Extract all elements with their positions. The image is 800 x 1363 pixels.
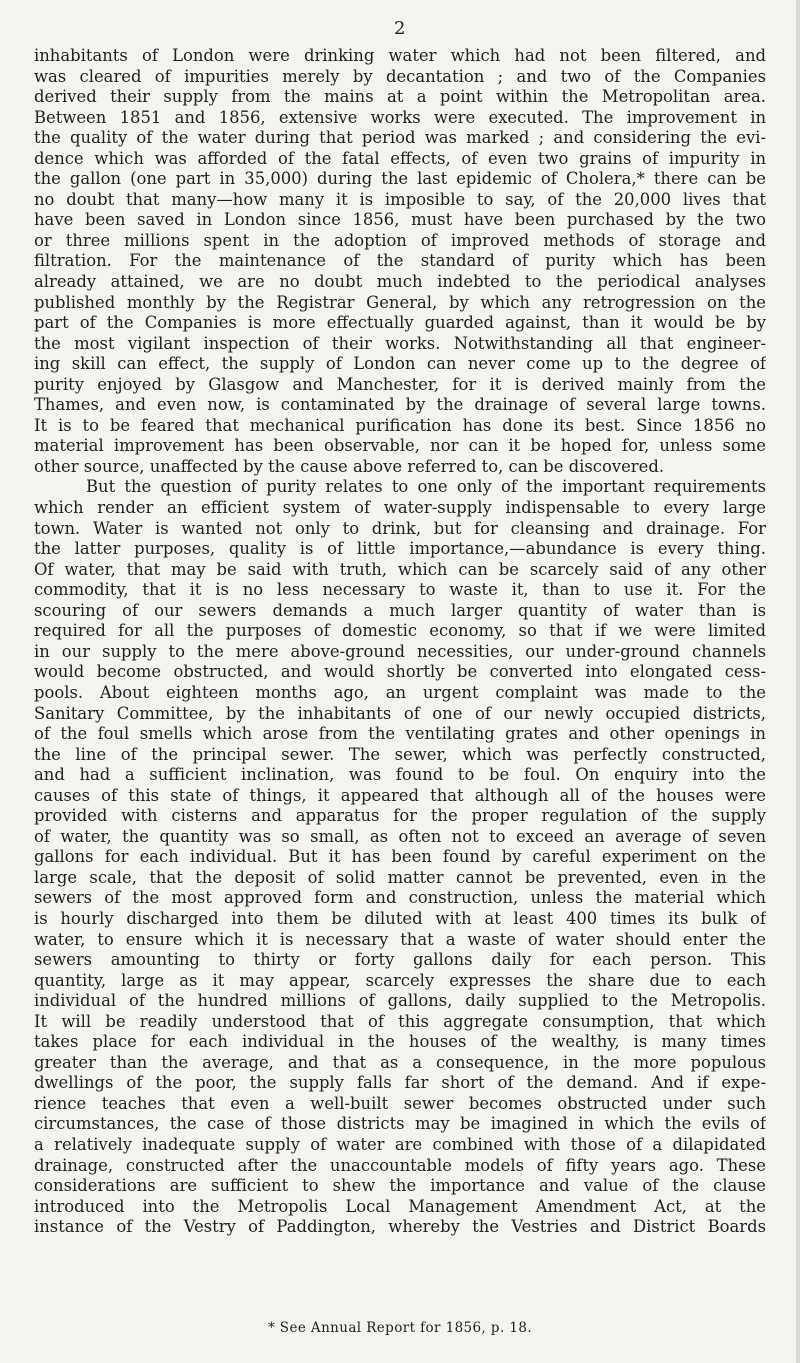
text-line: It will be readily understood that of this aggregate consumption, that which: [34, 1011, 766, 1031]
text-line: already attained, we are no doubt much indebted to the periodical analyses: [34, 272, 766, 292]
text-line: the quality of the water during that period was marked ; and considering the evi-: [34, 128, 766, 148]
text-line: have been saved in London since 1856, must have been purchased by the two: [34, 210, 766, 230]
text-line: sewers amounting to thirty or forty gallons daily for each person. This: [34, 950, 766, 970]
text-line: the most vigilant inspection of their works. Notwithstanding all that engineer-: [34, 333, 766, 353]
text-line: ing skill can effect, the supply of London can never come up to the degree of: [34, 354, 766, 374]
body-text: [34, 46, 766, 1238]
text-line: other source, unaffected by the cause above referred to, can be discovered.: [34, 456, 665, 476]
footnote: * See Annual Report for 1856, p. 18.: [267, 1320, 533, 1336]
text-line: which render an efficient system of water-supply indispensable to every large: [34, 498, 766, 518]
text-line: is hourly discharged into them be diluted with at least 400 times its bulk of: [34, 908, 766, 928]
text-line: dwellings of the poor, the supply falls far short of the demand. And if expe-: [34, 1073, 766, 1093]
text-line: greater than the average, and that as a consequence, in the more populous: [34, 1052, 766, 1072]
text-line: introduced into the Metropolis Local Management Amendment Act, at the: [34, 1196, 766, 1216]
text-line: It is to be feared that mechanical purification has done its best. Since 1856 no: [34, 415, 766, 435]
text-line: filtration. For the maintenance of the standard of purity which has been: [34, 251, 766, 271]
text-line: published monthly by the Registrar General, by which any retrogression on the: [34, 292, 766, 312]
text-line: required for all the purposes of domestic economy, so that if we were limited: [34, 621, 766, 641]
text-line: large scale, that the deposit of solid matter cannot be prevented, even in the: [34, 867, 766, 887]
text-line: would become obstructed, and would shortly be converted into elongated cess-: [34, 662, 766, 682]
text-line: causes of this state of things, it appeared that although all of the houses were: [34, 785, 766, 805]
text-line: or three millions spent in the adoption of improved methods of storage and: [34, 230, 766, 250]
text-line: in our supply to the mere above-ground necessities, our under-ground channels: [34, 641, 766, 661]
text-line: town. Water is wanted not only to drink, but for cleansing and drainage. For: [34, 518, 766, 538]
text-line: Between 1851 and 1856, extensive works were executed. The improvement in: [34, 107, 766, 127]
text-line: and had a sufficient inclination, was found to be foul. On enquiry into the: [34, 765, 766, 785]
text-line: Thames, and even now, is contaminated by the drainage of several large towns.: [34, 395, 766, 415]
text-line: of water, the quantity was so small, as often not to exceed an average of seven: [34, 826, 766, 846]
text-line: commodity, that it is no less necessary to waste it, than to use it. For the: [34, 580, 766, 600]
text-line: water, to ensure which it is necessary that a waste of water should enter the: [34, 929, 766, 949]
text-line: Of water, that may be said with truth, which can be scarcely said of any other: [34, 559, 766, 579]
text-line: was cleared of impurities merely by decantation ; and two of the Companies: [34, 66, 766, 86]
text-line: the latter purposes, quality is of little importance,—abundance is every thing.: [34, 539, 766, 559]
text-line: the gallon (one part in 35,000) during the last epidemic of Cholera,* there can be: [34, 169, 766, 189]
text-line: circumstances, the case of those districts may be imagined in which the evils of: [34, 1114, 766, 1134]
text-line: dence which was afforded of the fatal effects, of even two grains of impurity in: [34, 148, 766, 168]
text-line: provided with cisterns and apparatus for the proper regulation of the supply: [34, 806, 766, 826]
text-line: the line of the principal sewer. The sewer, which was perfectly constructed,: [34, 744, 766, 764]
text-line: pools. About eighteen months ago, an urgent complaint was made to the: [34, 682, 766, 702]
text-line: no doubt that many—how many it is imposible to say, of the 20,000 lives that: [34, 189, 766, 209]
text-line: takes place for each individual in the houses of the wealthy, is many times: [34, 1032, 766, 1052]
text-line: part of the Companies is more effectually guarded against, than it would be by: [34, 313, 766, 333]
text-line: gallons for each individual. But it has been found by careful experiment on the: [34, 847, 766, 867]
text-line: a relatively inadequate supply of water are combined with those of a dilapidated: [34, 1134, 766, 1154]
text-line: instance of the Vestry of Paddington, whereby the Vestries and District Boards: [34, 1217, 766, 1237]
text-line: purity enjoyed by Glasgow and Manchester, for it is derived mainly from the: [34, 374, 766, 394]
text-line: derived their supply from the mains at a point within the Metropolitan area.: [34, 87, 766, 107]
text-line: sewers of the most approved form and construction, unless the material which: [34, 888, 766, 908]
page-number: 2: [394, 18, 406, 39]
text-line: material improvement has been observable, nor can it be hoped for, unless some: [34, 436, 766, 456]
text-line: considerations are sufficient to shew the importance and value of the clause: [34, 1176, 766, 1196]
text-line: Sanitary Committee, by the inhabitants of one of our newly occupied districts,: [34, 703, 766, 723]
text-line: inhabitants of London were drinking water which had not been filtered, and: [34, 46, 766, 65]
text-line: drainage, constructed after the unaccountable models of fifty years ago. These: [34, 1155, 766, 1175]
text-line: rience teaches that even a well-built sewer becomes obstructed under such: [34, 1093, 766, 1113]
text-line: individual of the hundred millions of gallons, daily supplied to the Metropolis.: [34, 991, 766, 1011]
page-edge-shadow: [796, 0, 800, 1363]
text-line: quantity, large as it may appear, scarcely expresses the share due to each: [34, 970, 766, 990]
text-line: scouring of our sewers demands a much larger quantity of water than is: [34, 600, 766, 620]
text-line: But the question of purity relates to one only of the important requirements: [86, 477, 766, 497]
text-line: of the foul smells which arose from the ventilating grates and other openings in: [34, 724, 766, 744]
